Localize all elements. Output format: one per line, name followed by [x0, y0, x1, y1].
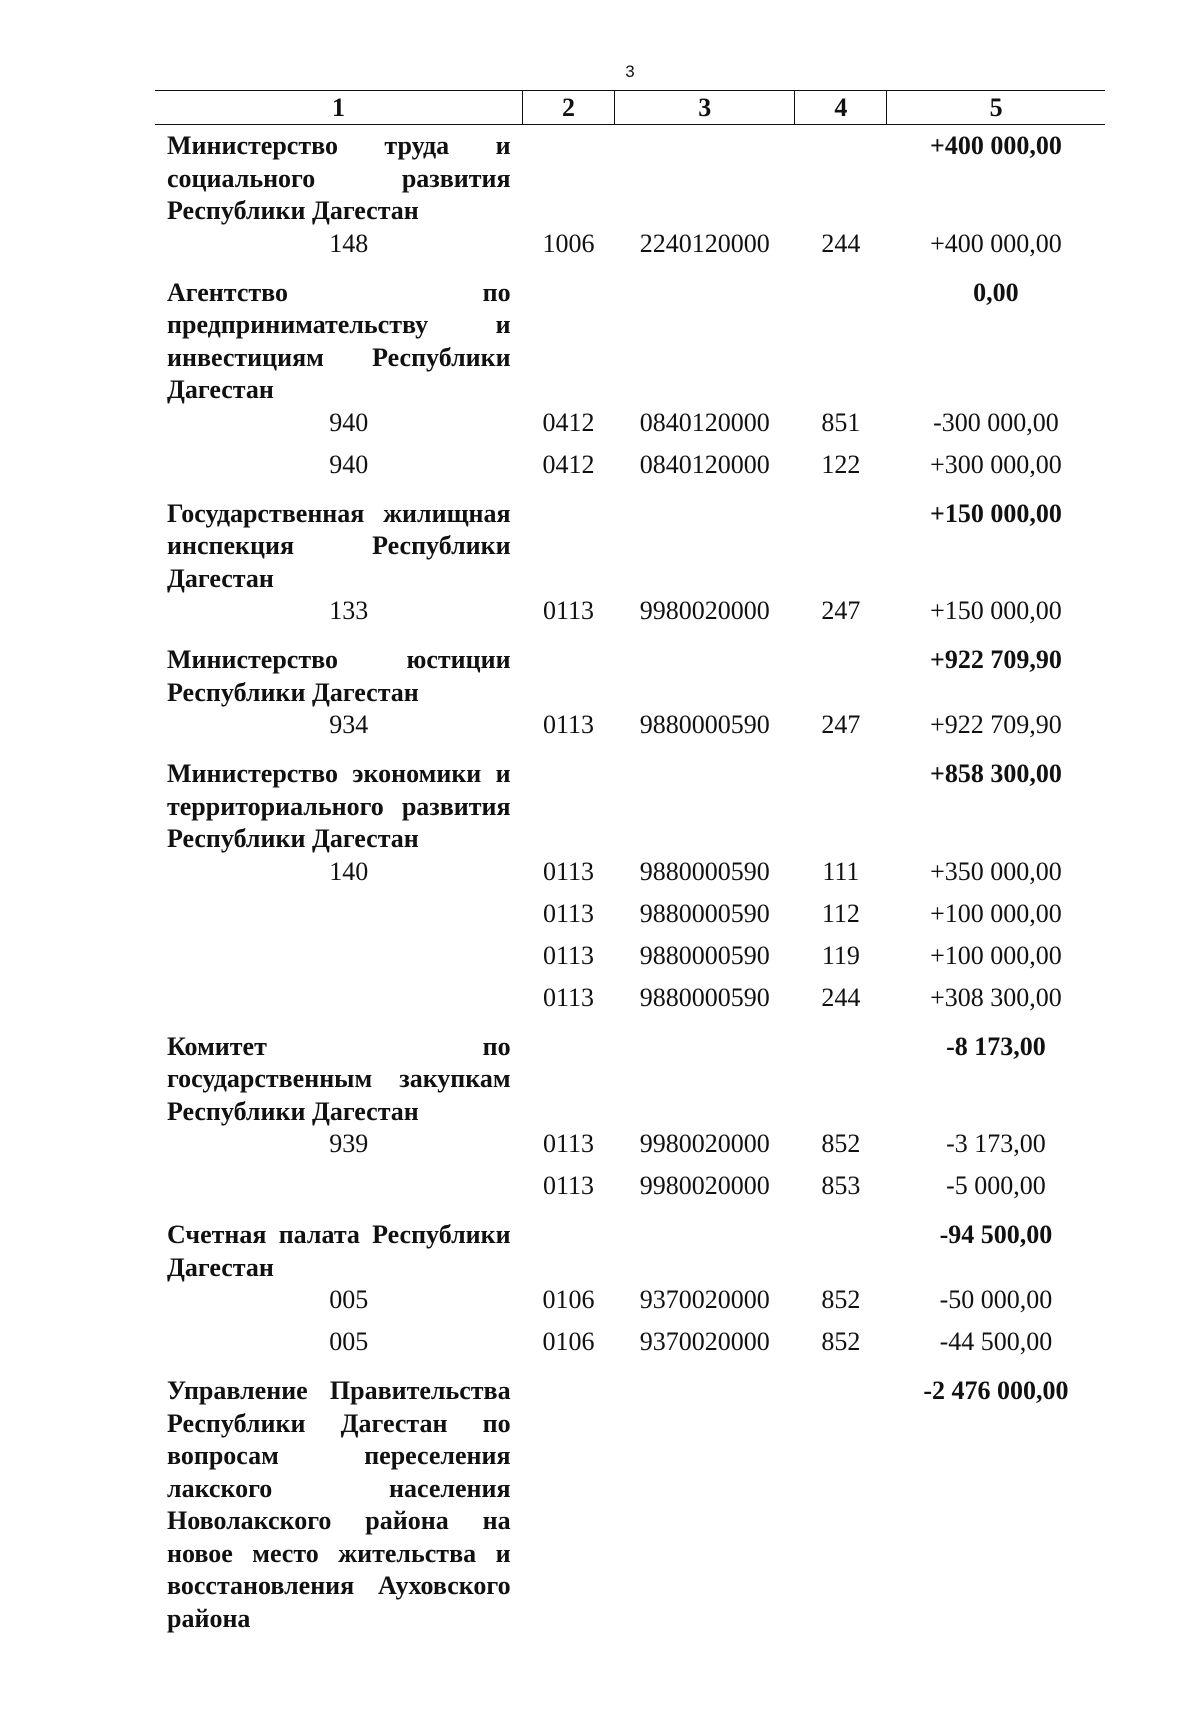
org-row [155, 125, 1105, 228]
target-code: 9370020000 [639, 1285, 770, 1314]
section-code: 0113 [543, 710, 595, 739]
expense-type: 852 [821, 1129, 861, 1158]
org-row [155, 491, 1105, 596]
amount: +308 300,00 [930, 982, 1062, 1012]
expense-type: 112 [821, 898, 860, 928]
expense-type: 852 [821, 1285, 861, 1314]
amount: +100 000,00 [930, 898, 1062, 928]
header-col-5: 5 [887, 91, 1105, 125]
target-code: 9980020000 [639, 596, 770, 625]
org-total: +922 709,90 [930, 645, 1062, 674]
target-code: 9980020000 [639, 1171, 770, 1200]
agency-code: 005 [329, 1285, 369, 1314]
section-code: 0412 [542, 449, 595, 479]
expense-type: 852 [821, 1327, 861, 1356]
header-col-4: 4 [795, 91, 887, 125]
org-name: Министерство экономики и территориального развития Республики Дагестан [167, 759, 511, 853]
org-total: -94 500,00 [939, 1220, 1053, 1249]
section-code: 0113 [543, 940, 595, 970]
expense-type: 122 [821, 449, 861, 479]
amount: +100 000,00 [930, 940, 1062, 970]
amount: +150 000,00 [930, 596, 1062, 625]
table-row [155, 1284, 1105, 1326]
header-col-1: 1 [155, 91, 523, 125]
header-col-2: 2 [523, 91, 615, 125]
org-name: Агентство по предпринимательству и инвестициям Республики Дагестан [167, 277, 511, 404]
target-code: 0840120000 [639, 449, 770, 479]
target-code: 0840120000 [639, 407, 770, 437]
section-code: 0113 [543, 898, 595, 928]
table-row [155, 407, 1105, 449]
org-total: 0,00 [973, 277, 1019, 307]
agency-code: 940 [329, 407, 369, 437]
agency-code: 140 [329, 856, 369, 886]
org-total: +150 000,00 [930, 498, 1062, 528]
table-row [155, 1326, 1105, 1368]
table-row [155, 982, 1105, 1024]
table-row [155, 1170, 1105, 1212]
agency-code: 940 [329, 449, 369, 479]
org-total: +858 300,00 [930, 759, 1062, 788]
budget-table [155, 90, 1105, 1635]
expense-type: 244 [821, 228, 861, 258]
org-total: -2 476 000,00 [923, 1376, 1069, 1405]
target-code: 2240120000 [639, 228, 770, 258]
table-row [155, 898, 1105, 940]
agency-code: 934 [329, 710, 369, 739]
org-row [155, 1212, 1105, 1284]
org-row [155, 270, 1105, 407]
table-row [155, 709, 1105, 751]
expense-type: 851 [821, 407, 861, 437]
amount: -50 000,00 [939, 1285, 1053, 1314]
amount: -3 173,00 [946, 1129, 1046, 1158]
target-code: 9880000590 [639, 940, 770, 970]
table-row [155, 1128, 1105, 1170]
table-row [155, 940, 1105, 982]
amount: -300 000,00 [933, 407, 1059, 437]
amount: +400 000,00 [930, 228, 1062, 258]
section-code: 1006 [542, 228, 595, 258]
expense-type: 853 [821, 1171, 861, 1200]
org-row [155, 1368, 1105, 1635]
expense-type: 247 [821, 596, 861, 625]
org-name: Государственная жилищная инспекция Республики Дагестан [167, 498, 511, 593]
target-code: 9880000590 [639, 898, 770, 928]
header-col-3: 3 [614, 91, 794, 125]
target-code: 9880000590 [639, 710, 770, 739]
org-name: Министерство юстиции Республики Дагестан [167, 645, 511, 707]
target-code: 9370020000 [639, 1327, 770, 1356]
org-row [155, 1024, 1105, 1129]
expense-type: 111 [822, 856, 860, 886]
org-row [155, 751, 1105, 856]
page-number: 3 [625, 62, 635, 81]
target-code: 9880000590 [639, 982, 770, 1012]
agency-code: 133 [329, 596, 369, 625]
org-total: -8 173,00 [946, 1031, 1046, 1061]
amount: -44 500,00 [939, 1327, 1053, 1356]
expense-type: 119 [821, 940, 860, 970]
amount: -5 000,00 [946, 1171, 1046, 1200]
org-name: Министерство труда и социального развития Республики Дагестан [167, 131, 511, 225]
amount: +922 709,90 [930, 710, 1062, 739]
section-code: 0106 [542, 1327, 595, 1356]
section-code: 0113 [543, 856, 595, 886]
org-name: Счетная палата Республики Дагестан [167, 1220, 511, 1282]
section-code: 0113 [543, 1129, 595, 1158]
table-row [155, 449, 1105, 491]
amount: +350 000,00 [930, 856, 1062, 886]
expense-type: 247 [821, 710, 861, 739]
amount: +300 000,00 [930, 449, 1062, 479]
org-name: Управление Правительства Республики Дагестан по вопросам переселения лакского населения Новолакского района на новое место жительства и восстановления Ауховского района [167, 1376, 511, 1633]
table-row [155, 595, 1105, 637]
target-code: 9980020000 [639, 1129, 770, 1158]
org-row [155, 637, 1105, 709]
table-row [155, 856, 1105, 898]
agency-code: 148 [329, 228, 369, 258]
section-code: 0106 [542, 1285, 595, 1314]
table-row [155, 228, 1105, 270]
header-row [155, 91, 1105, 125]
agency-code: 005 [329, 1327, 369, 1356]
section-code: 0412 [542, 407, 595, 437]
section-code: 0113 [543, 596, 595, 625]
org-name: Комитет по государственным закупкам Республики Дагестан [167, 1031, 511, 1126]
agency-code: 939 [329, 1129, 369, 1158]
org-total: +400 000,00 [930, 131, 1062, 160]
section-code: 0113 [543, 982, 595, 1012]
section-code: 0113 [543, 1171, 595, 1200]
expense-type: 244 [821, 982, 861, 1012]
target-code: 9880000590 [639, 856, 770, 886]
